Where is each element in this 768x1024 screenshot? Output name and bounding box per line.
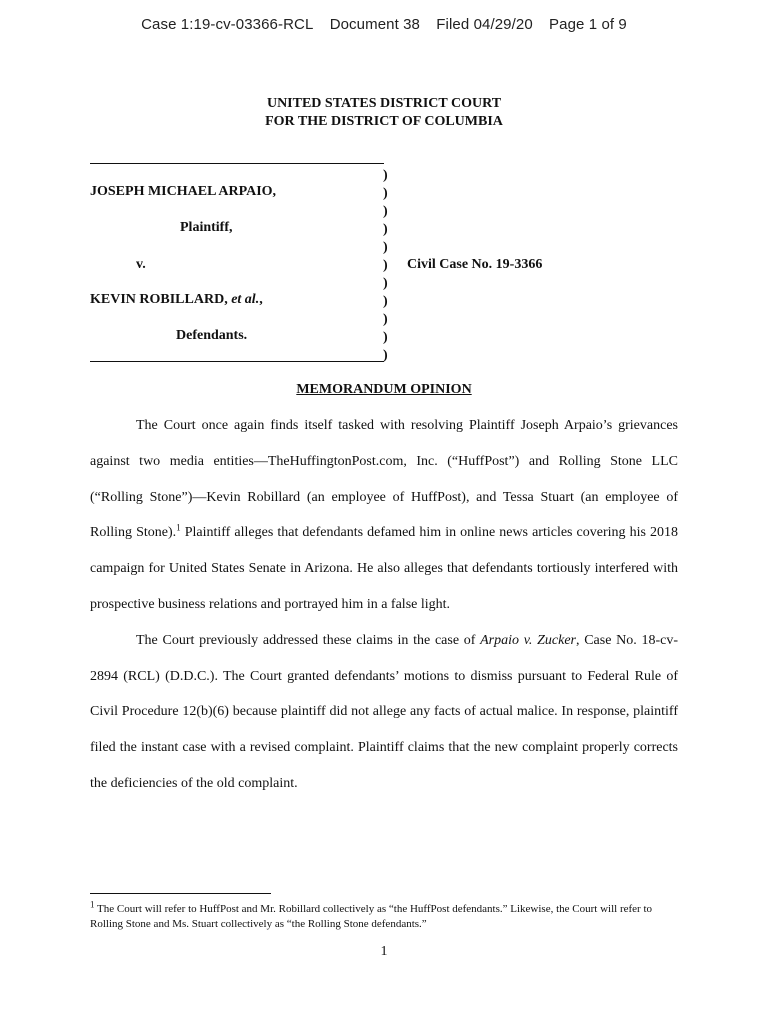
paragraph-2 bbox=[90, 623, 678, 802]
caption-paren: ) bbox=[383, 294, 388, 309]
defendant-name: KEVIN ROBILLARD, bbox=[90, 292, 228, 307]
defendant-role: Defendants. bbox=[176, 328, 248, 343]
court-name: UNITED STATES DISTRICT COURT bbox=[266, 96, 502, 111]
paragraph-2-text-cont: , Case No. 18-cv-2894 (RCL) (D.D.C.). The Court granted defendants’ motions to dismiss pursuant to Federal Rule of Civil Procedure 12(b)(6) because plaintiff did not allege any facts of actual malice. In response, plaintiff filed the instant case with a revised complaint. Plaintiff claims that the new complaint properly corrects the deficiencies of the old complaint. bbox=[90, 632, 678, 791]
caption-paren: ) bbox=[383, 186, 388, 201]
caption-paren: ) bbox=[383, 168, 388, 183]
memorandum-title: MEMORANDUM OPINION bbox=[296, 382, 472, 397]
defendant-comma: , bbox=[259, 292, 263, 307]
case-number: Civil Case No. 19-3366 bbox=[407, 257, 543, 272]
paragraph-1-text-cont: Plaintiff alleges that defendants defamed him in online news articles covering his 2018 campaign for United States Senate in Arizona. He also alleges that defendants tortiously interfered with prospective business relations and portrayed him in a false light. bbox=[90, 525, 679, 612]
paragraph-1 bbox=[90, 408, 678, 623]
caption-paren: ) bbox=[383, 330, 388, 345]
caption-paren: ) bbox=[383, 222, 388, 237]
case-id: Case 1:19-cv-03366-RCL bbox=[141, 16, 314, 33]
opinion-body bbox=[90, 408, 678, 802]
caption-paren: ) bbox=[383, 348, 388, 363]
caption-paren: ) bbox=[383, 276, 388, 291]
case-citation: Arpaio v. Zucker bbox=[480, 632, 576, 648]
caption-paren: ) bbox=[383, 240, 388, 255]
document-number: Document 38 bbox=[329, 16, 421, 33]
caption-bottom-rule bbox=[90, 361, 384, 362]
plaintiff-name: JOSEPH MICHAEL ARPAIO, bbox=[90, 184, 277, 199]
defendant-etal: et al. bbox=[231, 292, 260, 307]
court-heading bbox=[0, 95, 768, 131]
caption-paren: ) bbox=[383, 258, 388, 273]
footnote-marker: 1 bbox=[90, 899, 95, 910]
plaintiff-role: Plaintiff, bbox=[180, 220, 233, 235]
caption-parens bbox=[383, 167, 388, 365]
caption-paren: ) bbox=[383, 204, 388, 219]
defendant-name-line bbox=[90, 292, 263, 308]
court-district: FOR THE DISTRICT OF COLUMBIA bbox=[265, 114, 503, 129]
versus: v. bbox=[136, 257, 146, 272]
footnote-text: The Court will refer to HuffPost and Mr. Robillard collectively as “the HuffPost defendants.” Likewise, the Court will refer to Rolling Stone and Ms. Stuart collectively as “the Rolling Stone defendants.” bbox=[90, 903, 653, 930]
footnote-ref-1: 1 bbox=[176, 522, 181, 533]
filed-date: Filed 04/29/20 bbox=[436, 16, 533, 33]
footnote-1 bbox=[90, 899, 680, 932]
caption-paren: ) bbox=[383, 312, 388, 327]
page-number: 1 bbox=[380, 944, 388, 959]
ecf-header bbox=[0, 16, 768, 33]
paragraph-2-text: The Court previously addressed these claims in the case of bbox=[136, 632, 481, 648]
page-indicator: Page 1 of 9 bbox=[549, 16, 627, 33]
caption-top-rule bbox=[90, 163, 384, 164]
paragraph-1-text: The Court once again finds itself tasked with resolving Plaintiff Joseph Arpaio’s grievances against two media entities—TheHuffingtonPost.com, Inc. (“HuffPost”) and Rolling Stone LLC (“Rolling Stone”)—Kevin Robillard (an employee of HuffPost), and Tessa Stuart (an employee of Rolling Stone). bbox=[90, 418, 678, 541]
footnote-rule bbox=[90, 893, 271, 894]
